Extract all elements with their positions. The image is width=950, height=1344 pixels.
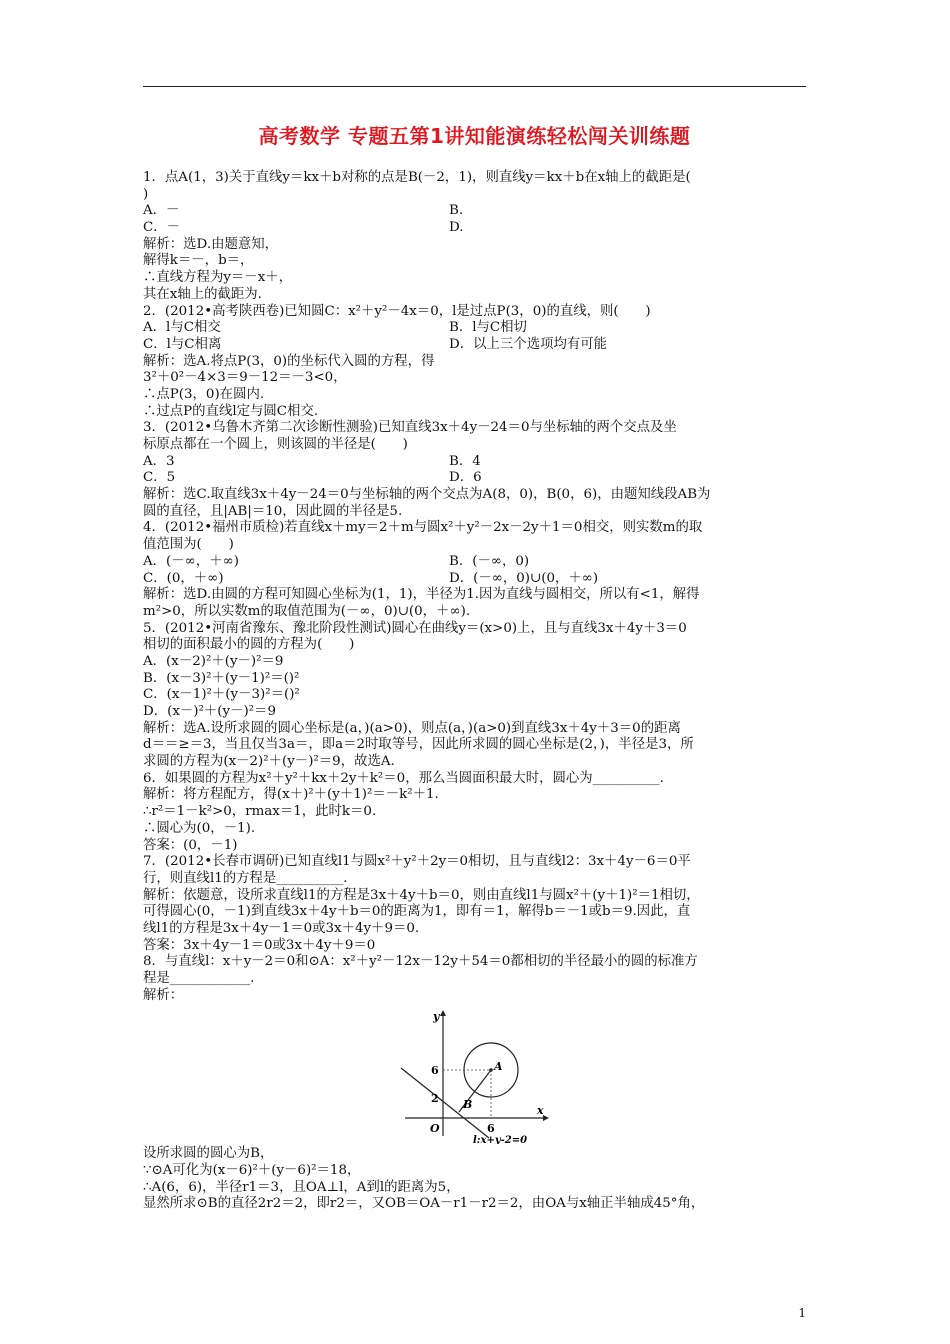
text-line: ∴点P(3，0)在圆内. (143, 386, 265, 402)
option-row (143, 454, 806, 471)
option-text: C．l与C相离 (143, 336, 222, 352)
label-point-b: B (463, 1098, 473, 1112)
text-line: 解析：选C.取直线3x＋4y－24＝0与坐标轴的两个交点为A(8，0)，B(0，6)，由题知线段AB为 (143, 487, 711, 503)
text-line: 设所求圆的圆心为B， (143, 1146, 274, 1162)
page-number: 1 (798, 1306, 806, 1320)
option-text: B．(－∞，0) (449, 553, 530, 569)
text-line: 其在x轴上的截距为. (143, 286, 262, 302)
text-line: B．(x－3)²＋(y－1)²＝()² (143, 670, 300, 686)
option-row (143, 571, 806, 588)
text-line: A．(x－2)²＋(y－)²＝9 (143, 653, 284, 669)
coordinate-diagram (393, 1008, 553, 1144)
option-text: D．以上三个选项均有可能 (449, 336, 608, 352)
text-line: 标原点都在一个圆上，则该圆的半径是( ) (143, 437, 408, 452)
option-text: A．3 (143, 453, 175, 469)
text-line: 解析：将方程配方，得(x＋)²＋(y＋1)²＝－k²＋1. (143, 787, 439, 803)
text-line: 解析：选A.将点P(3，0)的坐标代入圆的方程，得 (143, 353, 435, 369)
text-line: C．(x－1)²＋(y－3)²＝()² (143, 687, 300, 703)
option-text: D．6 (449, 470, 482, 486)
text-line: 线l1的方程是3x＋4y－1＝0或3x＋4y＋9＝0. (143, 920, 420, 936)
text-line: 答案：(0，－1) (143, 837, 238, 853)
y-axis-arrow (440, 1010, 446, 1016)
text-line: 8．与直线l：x＋y－2＝0和⊙A：x²＋y²－12x－12y＋54＝0都相切的半径最小的圆的标准方 (143, 954, 698, 970)
option-text: B. (449, 203, 464, 219)
option-text: A．l与C相交 (143, 320, 221, 336)
option-row (143, 554, 806, 571)
option-text: B．l与C相切 (449, 320, 527, 336)
option-row (143, 337, 806, 354)
text-line: 显然所求⊙B的直径2r2＝2，即r2＝，又OB＝OA－r1－r2＝2，由OA与x轴正半轴成45°角， (143, 1196, 705, 1212)
label-tick-x6: 6 (487, 1122, 495, 1136)
text-line: 6．如果圆的方程为x²＋y²＋kx＋2y＋k²＝0，那么当圆面积最大时，圆心为__________. (143, 770, 664, 786)
document-body (143, 170, 806, 1213)
text-line: ∴圆心为(0，－1). (143, 820, 256, 836)
text-line: 解析： (143, 987, 184, 1003)
text-line: 行，则直线l1的方程是__________. (143, 870, 348, 886)
option-row (143, 470, 806, 487)
text-line: 程是____________. (143, 971, 255, 986)
label-x: x (537, 1104, 544, 1118)
text-line: 解析：依题意，设所求直线l1的方程是3x＋4y＋b＝0，则由直线l1与圆x²＋(y＋1)²＝1相切， (143, 887, 700, 903)
text-line: ) (143, 186, 149, 202)
figure-diagram (143, 1008, 806, 1144)
text-line: 7．(2012•长春市调研)已知直线l1与圆x²＋y²＋2y＝0相切，且与直线l2：3x＋4y－6＝0平 (143, 854, 691, 870)
text-line: 5．(2012•河南省豫东、豫北阶段性测试)圆心在曲线y＝(x>0)上，且与直线3x＋4y＋3＝0 (143, 620, 687, 636)
option-text: D. (449, 220, 464, 236)
text-line: 4．(2012•福州市质检)若直线x＋my＝2＋m与圆x²＋y²－2x－2y＋1＝0相交，则实数m的取 (143, 520, 703, 536)
text-line: 求圆的方程为(x－2)²＋(y－)²＝9，故选A. (143, 754, 395, 770)
label-point-a: A (494, 1060, 503, 1074)
text-line: 解析：选D.由题意知， (143, 236, 279, 252)
question-lines (143, 170, 806, 1004)
text-line: 可得圆心(0，－1)到直线3x＋4y＋b＝0的距离为1，即有＝1，解得b＝－1或b＝9.因此，直 (143, 904, 691, 920)
option-row (143, 320, 806, 337)
option-text: C．－ (143, 220, 181, 236)
header-rule (143, 86, 806, 87)
option-text: A．－ (143, 203, 180, 219)
text-line: ∴r²＝1－k²>0，rmax＝1，此时k＝0. (143, 804, 377, 820)
text-line: 答案：3x＋4y－1＝0或3x＋4y＋9＝0 (143, 937, 376, 953)
label-tick-2: 2 (431, 1092, 439, 1106)
text-line: 3．(2012•乌鲁木齐第二次诊断性测验)已知直线3x＋4y－24＝0与坐标轴的两个交点及坐 (143, 420, 677, 436)
line-l (401, 1068, 489, 1138)
option-text: C．5 (143, 470, 176, 486)
text-line: D．(x－)²＋(y－)²＝9 (143, 704, 276, 719)
option-text: A．(－∞，＋∞) (143, 553, 239, 569)
text-line: ∴过点P的直线l定与圆C相交. (143, 403, 319, 419)
option-text: D．(－∞，0)∪(0，＋∞) (449, 570, 599, 586)
solution-lines (143, 1146, 806, 1213)
option-text: C．(0，＋∞) (143, 570, 224, 586)
text-line: 值范围为( ) (143, 537, 234, 553)
text-line: d＝＝≥＝3，当且仅当3a＝，即a＝2时取等号，因此所求圆的圆心坐标是(2，)，半径是3，所 (143, 737, 694, 753)
option-text: B．4 (449, 453, 481, 469)
text-line: 相切的面积最小的圆的方程为( ) (143, 637, 355, 653)
x-axis-arrow (543, 1115, 549, 1121)
text-line: 解析：选D.由圆的方程可知圆心坐标为(1，1)，半径为1.因为直线与圆相交，所以有<1，解得 (143, 587, 700, 603)
text-line: ∴直线方程为y＝－x＋， (143, 270, 293, 286)
text-line: ∴A(6，6)，半径r1＝3，且OA⊥l，A到l的距离为5， (143, 1179, 460, 1195)
text-line: 解得k＝－，b＝， (143, 253, 254, 269)
text-line: 3²＋0²－4×3＝9－12＝－3<0， (143, 370, 347, 386)
text-line: 解析：选A.设所求圆的圆心坐标是(a，)(a>0)，则点(a，)(a>0)到直线3x＋4y＋3＝0的距离 (143, 720, 681, 736)
label-origin: O (430, 1122, 440, 1136)
text-line: ∵⊙A可化为(x－6)²＋(y－6)²＝18， (143, 1163, 361, 1179)
text-line: m²>0，所以实数m的取值范围为(－∞，0)∪(0，＋∞). (143, 603, 471, 619)
text-line: 1．点A(1，3)关于直线y＝kx＋b对称的点是B(－2，1)，则直线y＝kx＋b在x轴上的截距是( (143, 170, 691, 185)
page-title: 高考数学 专题五第1讲知能演练轻松闯关训练题 (258, 124, 691, 148)
label-tick-y6: 6 (431, 1064, 439, 1078)
option-row (143, 220, 806, 237)
text-line: 2．(2012•高考陕西卷)已知圆C：x²＋y²－4x＝0，l是过点P(3，0)的直线，则( ) (143, 303, 651, 319)
text-line: 圆的直径，且|AB|＝10，因此圆的半径是5. (143, 503, 403, 519)
label-line-l: l:x+y-2=0 (473, 1135, 528, 1145)
option-row (143, 203, 806, 220)
label-y: y (433, 1010, 440, 1024)
